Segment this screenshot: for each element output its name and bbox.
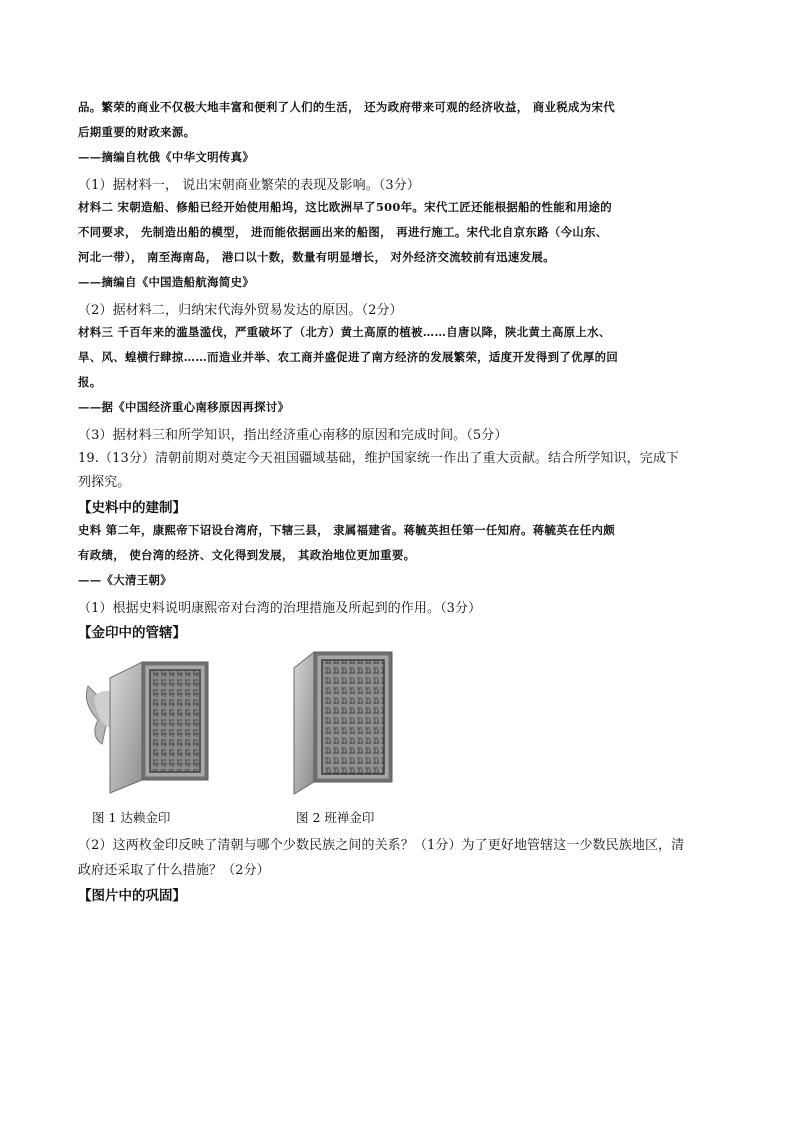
section-heading-consolidation: 【图片中的巩固】 [78,888,186,904]
question-19-stem: 19.（13分）清朝前期对奠定今天祖国疆域基础，维护国家统一作出了重大贡献。结合所学知识，完成下 [78,451,680,466]
historical-source-citation: ——《大清王朝》 [78,573,172,587]
section-heading-seals: 【金印中的管辖】 [78,625,186,641]
question-3: （3）据材料三和所学知识，指出经济重心南移的原因和完成时间。（5分） [78,428,508,443]
material-one-text-line: 品。繁荣的商业不仅极大地丰富和便利了人们的生活， 还为政府带来可观的经济收益， 商业税成为宋代 [78,100,615,114]
question-19-stem: 列探究。 [78,475,131,490]
material-one-text-line: 后期重要的财政来源。 [78,125,196,139]
material-two-text-line: 河北一带）， 南至海南岛， 港口以十数，数量有明显增长， 对外经济交流较前有迅速发展。 [78,250,555,264]
material-two-text-line: 不同要求， 先制造出船的模型， 进而能依据画出来的船图， 再进行施工。宋代北自京东路（今山东、 [78,225,608,239]
question-2: （2）据材料二，归纳宋代海外贸易发达的原因。（2分） [78,303,403,318]
figure-2-caption: 图 2 班禅金印 [296,810,375,825]
historical-source-text-line: 有政绩， 使台湾的经济、文化得到发展， 其政治地位更加重要。 [78,548,416,562]
section-heading-institution: 【史料中的建制】 [78,500,186,516]
question-19-2-continued: 政府还采取了什么措施？（2分） [78,863,270,878]
question-19-1: （1）根据史料说明康熙帝对台湾的治理措施及所起到的作用。（3分） [78,601,482,616]
panchen-golden-seal-photo [284,646,404,796]
material-three-text-line: 报。 [78,375,102,389]
historical-source-text-line: 史料 第二年，康熙帝下诏设台湾府，下辖三县， 隶属福建省。蒋毓英担任第一任知府。蒋毓英在任内颇 [78,523,615,537]
figure-1-caption: 图 1 达赖金印 [92,810,171,825]
material-three-source: ——据《中国经济重心南移原因再探讨》 [78,400,290,414]
material-three-text-line: 旱、风、蝗横行肆掠……而造业并举、农工商并盛促进了南方经济的发展繁荣，适度开发得到了优厚的回 [78,350,619,364]
material-two-text-line: 材料二 宋朝造船、修船已经开始使用船坞，这比欧洲早了500年。宋代工匠还能根据船的性能和用途的 [78,200,612,214]
material-one-source: ——摘编自枕俄《中华文明传真》 [78,150,255,164]
material-three-text-line: 材料三 千百年来的滥垦滥伐，严重破坏了（北方）黄土高原的植被……自唐以降，陕北黄土高原上水、 [78,325,611,339]
material-two-source: ——摘编自《中国造船航海简史》 [78,275,255,289]
question-19-2: （2）这两枚金印反映了清朝与哪个少数民族之间的关系？（1分）为了更好地管辖这一少数民族地区，清 [78,838,685,853]
dalai-golden-seal-photo [80,648,230,798]
question-1: （1）据材料一， 说出宋朝商业繁荣的表现及影响。（3分） [78,178,420,193]
